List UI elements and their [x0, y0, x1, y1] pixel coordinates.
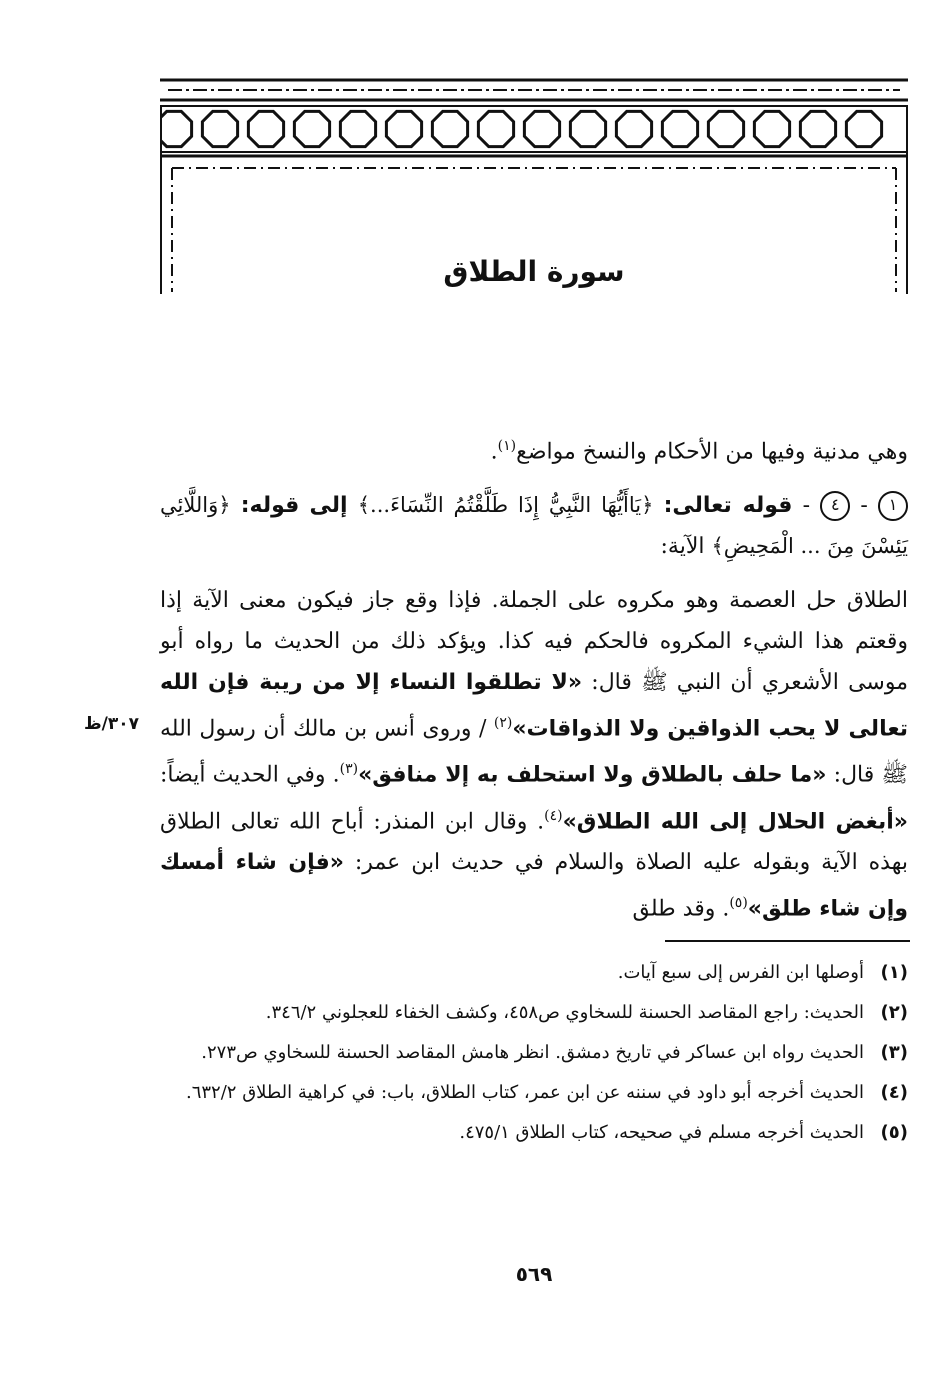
page-number: ٥٦٩	[515, 1262, 553, 1286]
footnote-item	[160, 957, 908, 988]
footnotes	[160, 957, 908, 1157]
ornament-octagon	[846, 111, 881, 146]
footnote-text: الحديث أخرجه أبو داود في سننه عن ابن عمر، كتاب الطلاق، باب: في كراهية الطلاق ٦٣٢/٢.	[185, 1082, 864, 1103]
dash: -	[802, 493, 811, 518]
hadith-quote: «أبغض الحلال إلى الله الطلاق»	[562, 808, 908, 834]
verse-heading	[160, 485, 908, 567]
ornament-octagon	[294, 111, 329, 146]
surah-title: سورة الطلاق	[443, 255, 625, 288]
verse-number-badge: ١	[878, 491, 908, 521]
ornament-octagon	[708, 111, 743, 146]
footnote-text: الحديث رواه ابن عساكر في تاريخ دمشق. انظر هامش المقاصد الحسنة للسخاوي ص٢٧٣.	[201, 1042, 864, 1063]
footnote-ref: (٢)	[493, 715, 513, 731]
footnote-item	[160, 1037, 908, 1068]
ornament-octagon	[478, 111, 513, 146]
intro-text: وهي مدنية وفيها من الأحكام والنسخ مواضع	[516, 439, 908, 465]
footnote-ref: (٤)	[544, 807, 563, 824]
verse-number-badge: ٤	[820, 491, 850, 521]
ornament-octagon	[432, 111, 467, 146]
footnote-number: (٢)	[880, 1002, 908, 1023]
footnote-item	[160, 1077, 908, 1108]
ornament-octagon	[662, 111, 697, 146]
paragraph-text: . وقال ابن المنذر: أباح الله تعالى الطلاق بهذه الآية وبقوله عليه الصلاة والسلام في حديث ابن عمر:	[160, 808, 908, 875]
hadith-quote: «ما حلف بالطلاق ولا استحلف به إلا منافق»	[358, 762, 827, 788]
footnote-number: (٤)	[880, 1082, 908, 1103]
dash: -	[860, 493, 868, 518]
footnote-ref: (٣)	[339, 761, 359, 778]
verse-tail: الآية:	[660, 534, 705, 559]
ornament-octagon	[616, 111, 651, 146]
ornament-octagon	[386, 111, 421, 146]
ornament-octagon	[754, 111, 789, 146]
quran-text-2: ﴿وَاللَّائِي يَئِسْنَ مِنَ ... الْمَحِيضِ﴾	[160, 493, 908, 558]
footnote-text: أوصلها ابن الفرس إلى سبع آيات.	[617, 962, 864, 983]
manuscript-folio-note: ٣٠٧/ظ	[84, 714, 140, 734]
hadith-quote: «فإن شاء أمسك وإن شاء طلق»	[160, 849, 908, 922]
footnote-number: (١)	[880, 962, 908, 983]
ornament-octagon	[160, 111, 192, 146]
ornament-octagon	[340, 111, 375, 146]
paragraph-text: الطلاق حل العصمة وهو مكروه على الجملة. فإذا وقع جاز فيكون معنى الآية إذا وقعتم هذا الشيء المكروه فالحكم فيه كذا. ويؤكد ذلك من الحديث ما رواه أبو موسى الأشعري أن النبي ﷺ قال:	[160, 588, 908, 695]
footnote-number: (٣)	[880, 1042, 908, 1063]
footnote-item	[160, 997, 908, 1028]
footnote-ref: (٥)	[729, 894, 748, 911]
main-paragraph	[160, 580, 908, 929]
ornament-octagon	[202, 111, 237, 146]
footnote-text: الحديث أخرجه مسلم في صحيحه، كتاب الطلاق ٤٧٥/١.	[459, 1122, 864, 1143]
footnote-number: (٥)	[880, 1122, 908, 1143]
verse-label: قوله تعالى:	[663, 493, 793, 518]
footnote-ref: (١)	[497, 438, 517, 454]
ornament-octagon	[524, 111, 559, 146]
quran-text: ﴿يَاأَيُّهَا النَّبِيُّ إِذَا طَلَّقْتُمُ النِّسَاءَ...﴾	[357, 493, 654, 517]
footnote-item	[160, 1117, 908, 1148]
hadith-quote: «لا تطلقوا النساء إلا من ريبة فإن الله تعالى لا يحب الذواقين ولا الذواقات»	[160, 670, 909, 742]
ila-word: إلى	[309, 493, 348, 518]
footnote-divider	[665, 940, 910, 942]
paragraph-text: / وروى أنس بن مالك أن رسول الله ﷺ قال:	[160, 716, 908, 788]
footnote-text: الحديث: راجع المقاصد الحسنة للسخاوي ص٤٥٨، وكشف الخفاء للعجلوني ٣٤٦/٢.	[265, 1002, 864, 1023]
verse-label-2: قوله:	[240, 493, 300, 518]
intro-line: وهي مدنية وفيها من الأحكام والنسخ مواضع$^{(١)}$.	[490, 438, 908, 465]
paragraph-text: . وفي الحديث أيضاً:	[160, 762, 340, 788]
ornament-octagon	[248, 111, 283, 146]
ornament-octagon	[800, 111, 835, 146]
paragraph-text: . وقد طلق	[632, 896, 730, 922]
ornament-octagon	[570, 111, 605, 146]
